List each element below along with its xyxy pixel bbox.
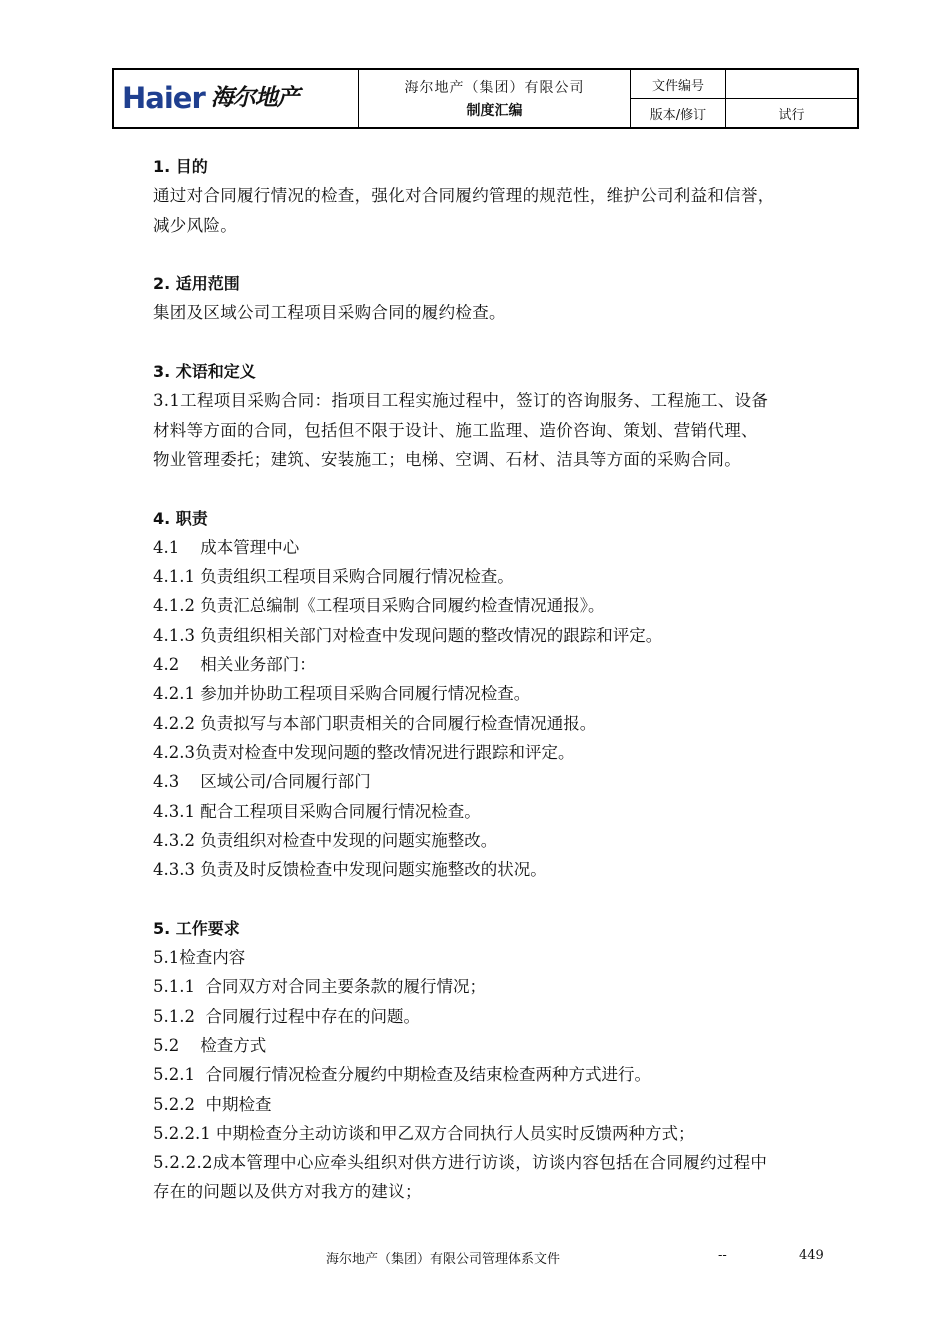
section-5-item: 5.2 检查方式 bbox=[153, 1035, 267, 1055]
section-3-text-line-1: 3.1工程项目采购合同：指项目工程实施过程中，签订的咨询服务、工程施工、设备 bbox=[153, 391, 769, 411]
logo bbox=[114, 70, 359, 127]
section-5-heading: 5. 工作要求 bbox=[153, 918, 240, 938]
section-3-heading: 3. 术语和定义 bbox=[153, 362, 256, 382]
company-name: 海尔地产（集团）有限公司 bbox=[404, 80, 585, 96]
version-row bbox=[631, 98, 857, 127]
section-4-item: 4.3.3 负责及时反馈检查中发现问题实施整改的状况。 bbox=[153, 860, 547, 880]
section-5-item: 5.1.2 合同履行过程中存在的问题。 bbox=[153, 1006, 420, 1026]
logo-haier-text: Haier bbox=[122, 81, 205, 115]
section-1-heading: 1. 目的 bbox=[153, 157, 208, 176]
section-4-heading: 4. 职责 bbox=[153, 508, 208, 528]
logo-chinese-text: 海尔地产 bbox=[210, 85, 299, 111]
section-5-item: 5.2.2.1 中期检查分主动访谈和甲乙双方合同执行人员实时反馈两种方式； bbox=[153, 1123, 695, 1143]
header-title-cell bbox=[359, 70, 631, 127]
footer-dash: -- bbox=[718, 1248, 727, 1263]
section-2-text: 集团及区域公司工程项目采购合同的履约检查。 bbox=[153, 303, 506, 323]
section-3-text-line-3: 物业管理委托；建筑、安装施工；电梯、空调、石材、洁具等方面的采购合同。 bbox=[153, 449, 741, 469]
section-4-item: 4.2.1 参加并协助工程项目采购合同履行情况检查。 bbox=[153, 684, 531, 704]
file-number-label: 文件编号 bbox=[631, 70, 726, 98]
section-4-item: 4.1.2 负责汇总编制《工程项目采购合同履约检查情况通报》。 bbox=[153, 596, 605, 616]
section-5-item: 5.1检查内容 bbox=[153, 948, 246, 968]
section-1-text-line-1: 通过对合同履行情况的检查，强化对合同履约管理的规范性，维护公司利益和信誉， bbox=[153, 186, 775, 206]
section-5-item: 5.2.2 中期检查 bbox=[153, 1094, 272, 1114]
section-4-item: 4.1.3 负责组织相关部门对检查中发现问题的整改情况的跟踪和评定。 bbox=[153, 625, 663, 645]
section-4-item: 4.3.1 配合工程项目采购合同履行情况检查。 bbox=[153, 801, 481, 821]
page-number: 449 bbox=[799, 1248, 824, 1263]
section-4-item: 4.2.3负责对检查中发现问题的整改情况进行跟踪和评定。 bbox=[153, 742, 575, 762]
section-4-item: 4.2 相关业务部门： bbox=[153, 655, 316, 675]
section-4-item: 4.1.1 负责组织工程项目采购合同履行情况检查。 bbox=[153, 567, 514, 587]
section-5-item: 存在的问题以及供方对我方的建议； bbox=[153, 1182, 422, 1202]
document-title: 制度汇编 bbox=[466, 103, 523, 119]
document-body bbox=[153, 152, 873, 1207]
section-1-text-line-2: 减少风险。 bbox=[153, 215, 237, 235]
section-5-item: 5.2.2.2成本管理中心应牵头组织对供方进行访谈，访谈内容包括在合同履约过程中 bbox=[153, 1153, 768, 1173]
section-5-item: 5.2.1 合同履行情况检查分履约中期检查及结束检查两种方式进行。 bbox=[153, 1065, 651, 1085]
section-4-item: 4.1 成本管理中心 bbox=[153, 537, 300, 557]
version-value: 试行 bbox=[778, 107, 805, 123]
file-number-value bbox=[726, 70, 857, 98]
version-label: 版本/修订 bbox=[631, 99, 726, 127]
section-4-item: 4.3 区域公司/合同履行部门 bbox=[153, 772, 371, 792]
section-4-item: 4.3.2 负责组织对检查中发现的问题实施整改。 bbox=[153, 830, 498, 850]
file-number-row bbox=[631, 70, 857, 98]
header-meta bbox=[631, 70, 857, 127]
section-2-heading: 2. 适用范围 bbox=[153, 274, 240, 294]
section-4-item: 4.2.2 负责拟写与本部门职责相关的合同履行检查情况通报。 bbox=[153, 713, 597, 733]
document-header-table bbox=[112, 68, 859, 129]
section-3-text-line-2: 材料等方面的合同，包括但不限于设计、施工监理、造价咨询、策划、营销代理、 bbox=[153, 420, 758, 440]
section-5-item: 5.1.1 合同双方对合同主要条款的履行情况； bbox=[153, 977, 486, 997]
footer-text: 海尔地产（集团）有限公司管理体系文件 bbox=[326, 1252, 561, 1267]
